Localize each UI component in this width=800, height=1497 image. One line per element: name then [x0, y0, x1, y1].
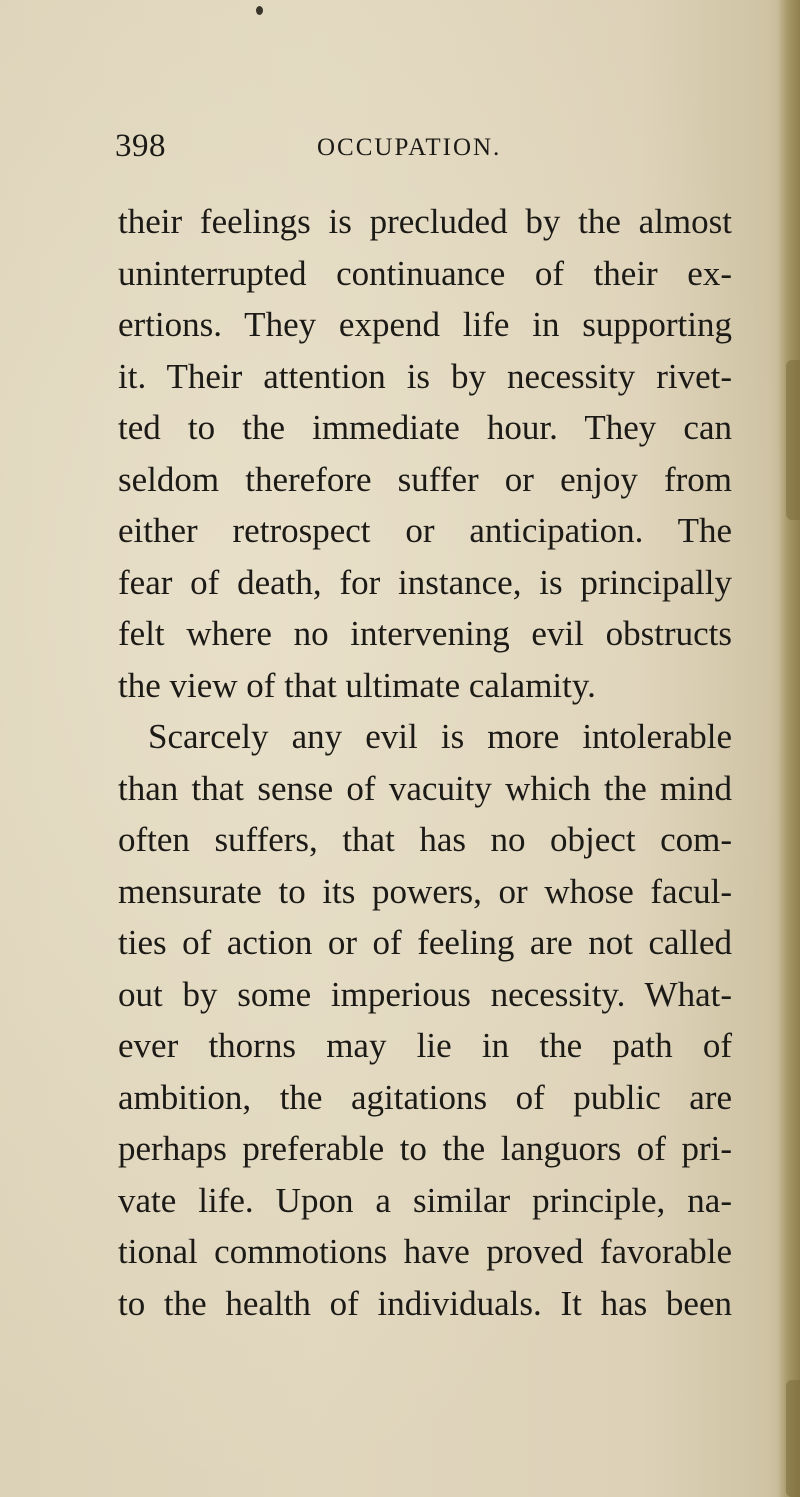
- page-edge-shadow: [778, 0, 800, 1497]
- text-line: out by some imperious necessity. What-: [118, 974, 732, 1014]
- text-line: to the health of individuals. It has been: [118, 1283, 732, 1323]
- text-line: ted to the immediate hour. They can: [118, 408, 732, 447]
- text-line: ties of action or of feeling are not called: [118, 923, 732, 962]
- text-line: mensurate to its powers, or whose facul-: [118, 871, 732, 911]
- edge-stain: [786, 360, 800, 520]
- text-line: than that sense of vacuity which the mind: [118, 768, 732, 808]
- text-line: ever thorns may lie in the path of: [118, 1026, 732, 1065]
- text-line: ambition, the agitations of public are: [118, 1077, 732, 1117]
- text-line: either retrospect or anticipation. The: [118, 511, 732, 550]
- text-line: uninterrupted continuance of their ex-: [118, 253, 732, 293]
- text-line: vate life. Upon a similar principle, na-: [118, 1180, 732, 1220]
- text-line: it. Their attention is by necessity rivet-: [118, 356, 732, 396]
- text-line: seldom therefore suffer or enjoy from: [118, 459, 732, 499]
- text-line: felt where no intervening evil obstructs: [118, 614, 732, 653]
- page-number: 398: [115, 128, 166, 164]
- body-text: [118, 196, 732, 1329]
- edge-stain: [786, 1380, 800, 1497]
- text-line: the view of that ultimate calamity.: [118, 665, 596, 705]
- running-head: OCCUPATION.: [317, 134, 502, 161]
- page-header: [115, 128, 715, 168]
- text-line: perhaps preferable to the languors of pri-: [118, 1129, 732, 1168]
- text-line: Scarcely any evil is more intolerable: [148, 717, 732, 756]
- text-line: tional commotions have proved favorable: [118, 1232, 732, 1271]
- text-line: often suffers, that has no object com-: [118, 820, 732, 859]
- text-line: their feelings is precluded by the almost: [118, 202, 732, 241]
- text-line: fear of death, for instance, is principally: [118, 562, 732, 602]
- ink-speck: [256, 6, 263, 15]
- text-line: ertions. They expend life in supporting: [118, 305, 732, 344]
